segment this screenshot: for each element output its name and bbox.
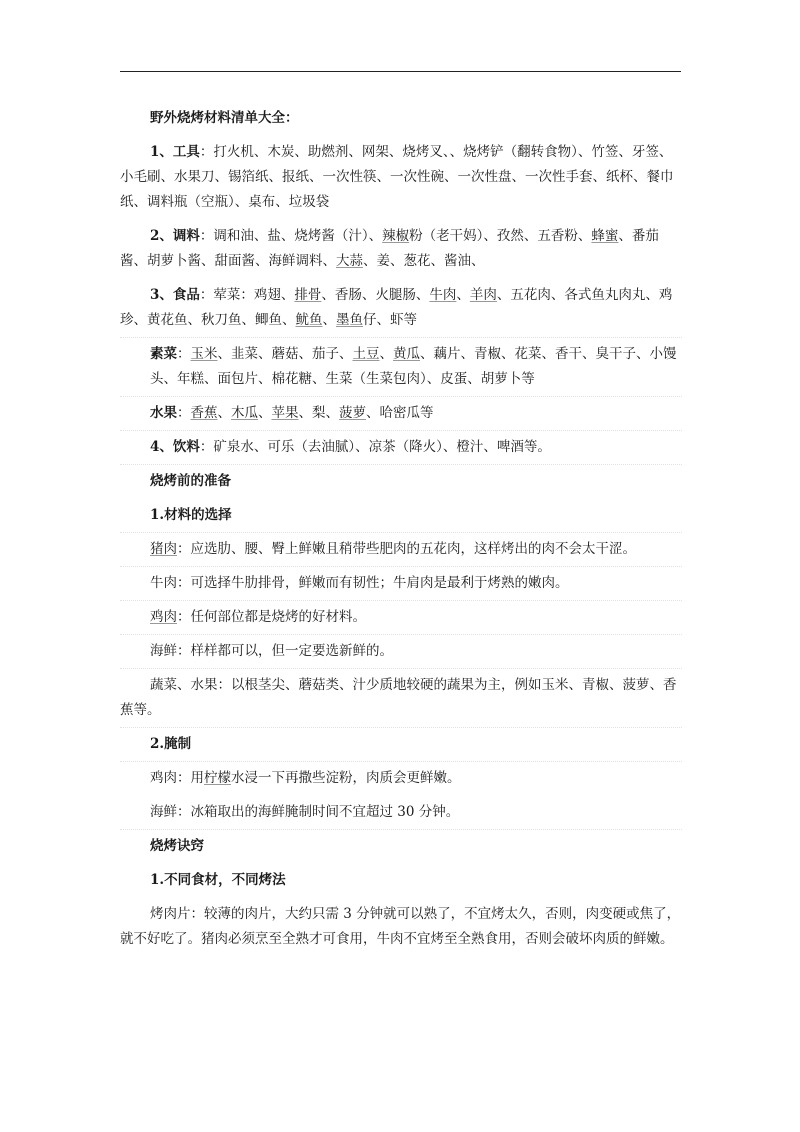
tools-paragraph: 1、工具：打火机、木炭、助燃剂、网架、烧烤叉、、烧烤铲（翻转食物）、竹签、牙签、小毛刷、水果刀、锡箔纸、报纸、一次性筷、一次性碗、一次性盘、一次性手套、纸杯、餐巾纸、调料瓶（空瓶）、桌布、垃圾袋 — [120, 144, 674, 210]
pork-paragraph: 猪肉：应选肋、腰、臀上鲜嫩且稍带些肥肉的五花肉，这样烤出的肉不会太干涩。 — [120, 537, 682, 562]
link-chicken[interactable]: 鸡肉 — [150, 609, 177, 625]
link-papaya[interactable]: 木瓜 — [231, 405, 258, 421]
drinks-paragraph: 4、饮料：矿泉水、可乐（去油腻）、凉茶（降火）、橙汁、啤酒等。 — [120, 435, 682, 460]
seafood-paragraph: 海鲜：样样都可以，但一定要选新鲜的。 — [120, 639, 682, 664]
link-lemon[interactable]: 柠檬 — [204, 770, 231, 786]
slices-paragraph: 烤肉片：较薄的肉片，大约只需 3 分钟就可以熟了，不宜烤太久，否则，肉变硬或焦了，就不好吃了。猪肉必须烹至全熟才可食用，牛肉不宜烤至全熟食用，否则会破坏肉质的鲜嫩。 — [120, 906, 681, 947]
veg-paragraph: 素菜：玉米、韭菜、蘑菇、茄子、土豆、黄瓜、藕片、青椒、花菜、香干、臭干子、小馒头、年糕、面包片、棉花糖、生菜（生菜包肉）、皮蛋、胡萝卜等 — [120, 342, 682, 392]
marinate-chicken-paragraph: 鸡肉：用柠檬水浸一下再撒些淀粉，肉质会更鲜嫩。 — [150, 770, 461, 786]
seasoning-label: 2、调料 — [150, 228, 200, 244]
link-apple[interactable]: 苹果 — [271, 405, 299, 421]
link-mutton[interactable]: 羊肉 — [469, 287, 497, 303]
link-garlic[interactable]: 大蒜 — [336, 253, 363, 269]
tips-heading: 烧烤诀窍 — [150, 838, 204, 854]
link-honey[interactable]: 蜂蜜 — [591, 228, 619, 244]
seasoning-paragraph: 2、调料：调和油、盐、烧烤酱（汁）、辣椒粉（老干妈）、孜然、五香粉、蜂蜜、番茄酱、胡萝卜酱、甜面酱、海鲜调料、大蒜、姜、葱花、酱油、 — [120, 228, 659, 269]
link-pineapple[interactable]: 菠萝 — [339, 405, 366, 421]
header-rule — [120, 71, 681, 72]
link-cucumber[interactable]: 黄瓜 — [393, 346, 420, 362]
veg-label: 素菜 — [150, 346, 177, 362]
marinate-seafood-paragraph: 海鲜：冰箱取出的海鲜腌制时间不宜超过 30 分钟。 — [120, 800, 682, 825]
drinks-label: 4、饮料 — [150, 439, 200, 455]
marinate-heading: 2.腌制 — [120, 732, 682, 757]
tools-label: 1、工具 — [150, 144, 200, 160]
fruit-paragraph: 水果：香蕉、木瓜、苹果、梨、菠萝、哈密瓜等 — [120, 401, 682, 426]
chicken-paragraph: 鸡肉：任何部位都是烧烤的好材料。 — [120, 605, 682, 630]
doc-title: 野外烧烤材料清单大全： — [150, 110, 299, 126]
link-cuttlefish[interactable]: 墨鱼 — [336, 312, 363, 328]
vegfruit-paragraph: 蔬菜、水果：以根茎尖、蘑菇类、汁少质地较硬的蔬果为主，例如玉米、青椒、菠萝、香蕉等。 — [120, 673, 682, 723]
link-beef[interactable]: 牛肉 — [429, 287, 457, 303]
document-body — [120, 106, 682, 961]
link-ribs[interactable]: 排骨 — [294, 287, 322, 303]
diff-heading: 1.不同食材，不同烤法 — [150, 872, 286, 888]
food-paragraph: 3、食品：荤菜：鸡翅、排骨、香肠、火腿肠、牛肉、羊肉、五花肉、各式鱼丸肉丸、鸡珍、黄花鱼、秋刀鱼、鲫鱼、鱿鱼、墨鱼仔、虾等 — [120, 283, 682, 333]
prep-heading: 烧烤前的准备 — [150, 473, 231, 489]
select-heading: 1.材料的选择 — [120, 503, 682, 528]
food-label: 3、食品 — [150, 287, 200, 303]
fruit-label: 水果 — [150, 405, 177, 421]
link-chili[interactable]: 辣椒 — [382, 228, 410, 244]
link-corn[interactable]: 玉米 — [190, 346, 218, 362]
beef-paragraph: 牛肉：可选择牛肋排骨，鲜嫩而有韧性；牛肩肉是最利于烤熟的嫩肉。 — [120, 571, 682, 596]
link-potato[interactable]: 土豆 — [352, 346, 380, 362]
link-banana[interactable]: 香蕉 — [190, 405, 218, 421]
link-squid[interactable]: 鱿鱼 — [295, 312, 323, 328]
link-pork[interactable]: 猪肉 — [150, 541, 177, 557]
